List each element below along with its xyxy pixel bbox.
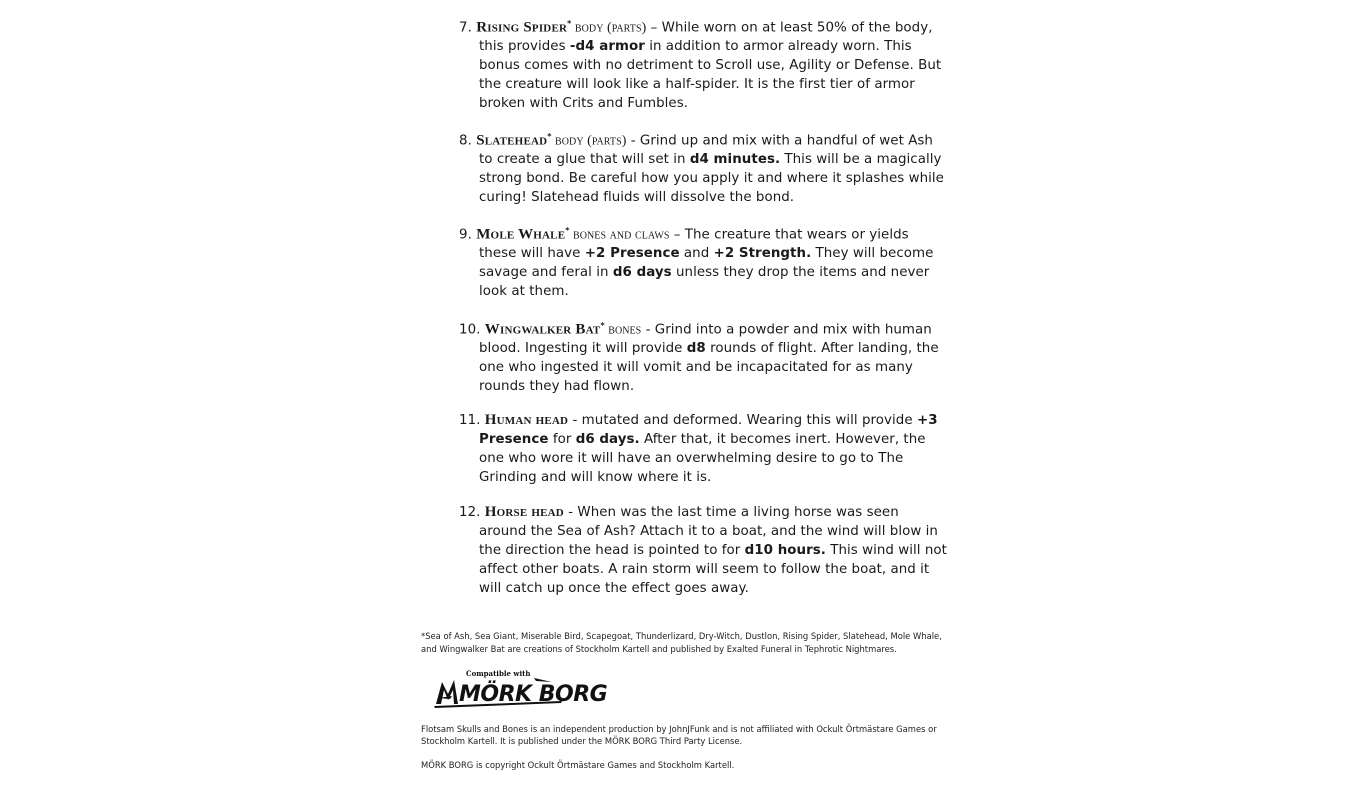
entry-heading: Wingwalker Bat [484, 321, 601, 338]
entry-heading: Slatehead [476, 132, 548, 149]
entry-number: 11. [459, 413, 481, 428]
mork-borg-logo-icon [434, 668, 608, 708]
entry-slatehead: 8. Slatehead* body (parts) - Grind up and mix with a handful of wet Ash to create a glue that will set in d4 minutes. This will be a magically strong bond. Be careful how you apply it and where it splashes while curing! Slatehead fluids will dissolve the bond. [459, 132, 944, 206]
entry-number: 8. [459, 133, 472, 149]
entry-heading: Rising Spider [476, 19, 568, 36]
entry-tag: bones and claws [569, 227, 670, 243]
copyright-statement: MÖRK BORG is copyright Ockult Örtmästare Games and Stockholm Kartell. [421, 760, 735, 770]
entry-number: 10. [459, 322, 481, 338]
mork-borg-compatible-logo [434, 668, 608, 708]
creature-credits-footnote: *Sea of Ash, Sea Giant, Miserable Bird, Scapegoat, Thunderlizard, Dry-Witch, Dustlon, Rising Spider, Slatehead, Mole Whale, and Wingwalker Bat are creations of Stockholm Kartell and published by Exalted Funeral in Tephrotic Nightmares. [421, 631, 942, 654]
entry-heading: Mole Whale [476, 226, 566, 243]
entry-horse-head: 12. Horse head - When was the last time a living horse was seen around the Sea of Ash? Attach it to a boat, and the wind will blow in the direction the head is pointed to for d10 hours. This wind will not affect other boats. A rain storm will seem to follow the boat, and it will catch up once the effect goes away. [459, 504, 947, 596]
svg-text:MÖRK BORG: MÖRK BORG [459, 682, 608, 707]
entry-number: 7. [459, 20, 472, 36]
entry-tag: bones [604, 322, 642, 338]
entry-number: 12. [459, 505, 481, 520]
license-statement: Flotsam Skulls and Bones is an independent production by JohnJFunk and is not affiliated with Ockult Örtmästare Games or Stockholm Kartell. It is published under the MÖRK BORG Third Party License. [421, 724, 937, 747]
entry-number: 9. [459, 227, 472, 243]
entry-tag: body (parts) [551, 133, 627, 149]
entry-wingwalker-bat: 10. Wingwalker Bat* bones - Grind into a powder and mix with human blood. Ingesting it will provide d8 rounds of flight. After landing, the one who ingested it will vomit and be incapacitated for as many rounds they had flown. [459, 321, 939, 395]
svg-text:Compatible with: Compatible with [466, 669, 531, 678]
entry-heading: Human head [484, 412, 569, 428]
entry-human-head: 11. Human head - mutated and deformed. Wearing this will provide +3 Presence for d6 days. After that, it becomes inert. However, the one who wore it will have an overwhelming desire to go to The Grinding and will know where it is. [459, 412, 938, 485]
entry-mole-whale: 9. Mole Whale* bones and claws – The creature that wears or yields these will have +2 Presence and +2 Strength. They will become savage and feral in d6 days unless they drop the items and never look at them. [459, 226, 934, 300]
entry-rising-spider: 7. Rising Spider* body (parts) – While worn on at least 50% of the body, this provides -d4 armor in addition to armor already worn. This bonus comes with no detriment to Scroll use, Agility or Defense. But the creature will look like a half-spider. It is the first tier of armor broken with Crits and Fumbles. [459, 19, 942, 112]
entry-tag: body (parts) [571, 20, 647, 36]
entry-heading: Horse head [484, 504, 564, 520]
